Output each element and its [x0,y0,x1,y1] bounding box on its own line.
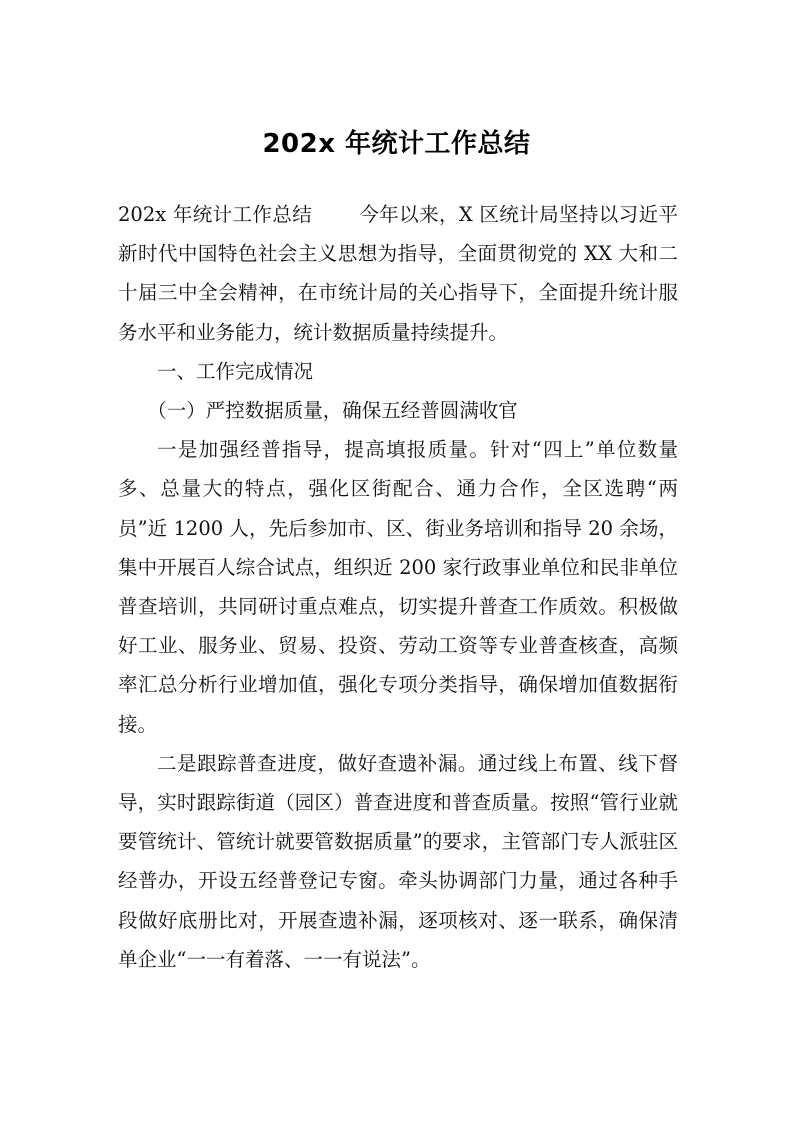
section-heading: 一、工作完成情况 [157,359,314,383]
intro-paragraph [118,195,678,352]
intro-lead: 202x 年统计工作总结 [118,203,313,226]
intro-body: 今年以来，X 区统计局坚持以习近平新时代中国特色社会主义思想为指导，全面贯彻党的 XX 大和二十届三中全会精神，在市统计局的关心指导下，全面提升统计服务水平和业务能力，统计数据质量持续提升。 [118,203,678,344]
body-paragraph-2: 二是跟踪普查进度，做好查遗补漏。通过线上布置、线下督导，实时跟踪街道（园区）普查进度和普查质量。按照“管行业就要管统计、管统计就要管数据质量”的要求，主管部门专人派驻区经普办，开设五经普登记专窗。牵头协调部门力量，通过各种手段做好底册比对，开展查遗补漏，逐项核对、逐一联系，确保清单企业“一一有着落、一一有说法”。 [118,751,678,971]
body-paragraph-1: 一是加强经普指导，提高填报质量。针对“四上”单位数量多、总量大的特点，强化区街配合、通力合作，全区选聘“两员”近 1200 人，先后参加市、区、街业务培训和指导 20 余场，集中开展百人综合试点，组织近 200 家行政事业单位和民非单位普查培训，共同研讨重点难点，切实提升普查工作质效。积极做好工业、服务业、贸易、投资、劳动工资等专业普查核查，高频率汇总分析行业增加值，强化专项分类指导，确保增加值数据衔接。 [118,438,678,736]
document-title: 202x 年统计工作总结 [262,129,531,159]
document-body [118,195,678,979]
subsection-heading: （一）严控数据质量，确保五经普圆满收官 [147,399,518,423]
